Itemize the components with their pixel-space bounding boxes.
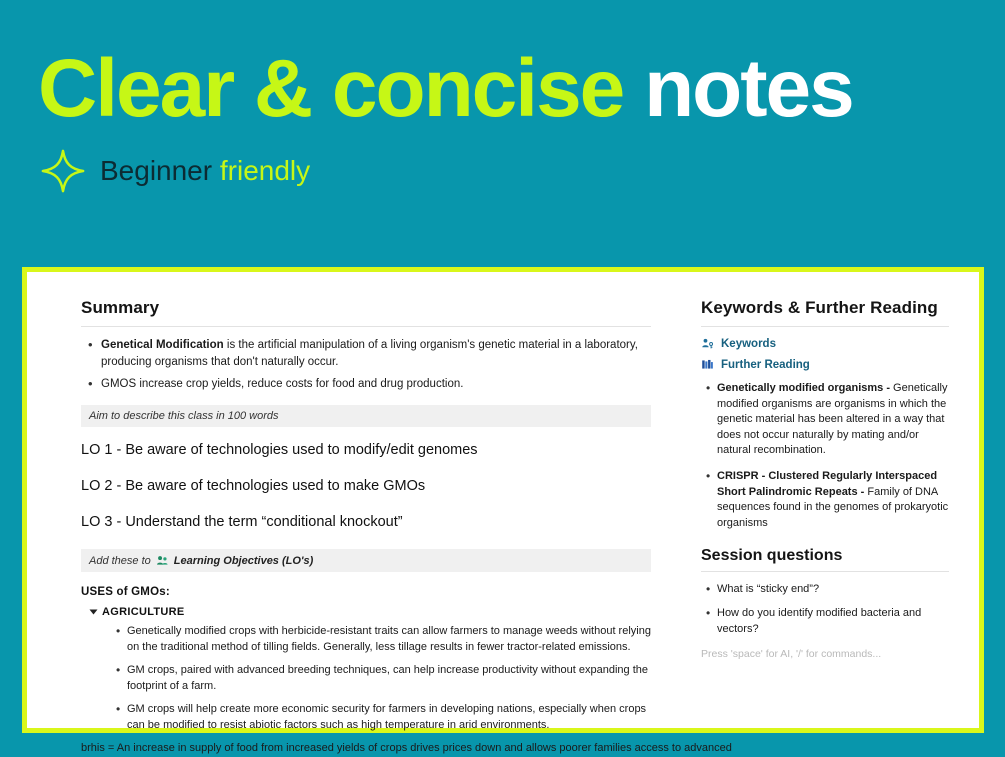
divider	[701, 571, 949, 572]
divider	[81, 326, 651, 327]
further-reading-label: Further Reading	[721, 358, 810, 371]
add-to-lo-callout[interactable]	[81, 549, 651, 572]
note-right-column	[677, 272, 979, 728]
keywords-heading: Keywords & Further Reading	[701, 298, 938, 317]
people-tag-icon	[156, 554, 169, 567]
page-title-plain: notes	[623, 43, 853, 134]
further-reading-list	[701, 381, 949, 531]
hero-section	[0, 0, 1005, 265]
page-title	[38, 43, 853, 134]
summary-term: Genetical Modification	[101, 339, 224, 351]
page-title-accent: Clear & concise	[38, 43, 624, 134]
reading-text: Family of DNA sequences found in the genomes of prokaryotic organisms	[717, 485, 949, 529]
summary-text: is the artificial manipulation of a living organism's genetic material in a laboratory, producing organisms that don't naturally occur.	[101, 339, 638, 368]
hero-subtitle-accent: friendly	[219, 155, 311, 186]
keywords-label: Keywords	[721, 337, 776, 350]
editor-hint: Press 'space' for AI, '/' for commands...	[701, 648, 882, 661]
hero-subtitle	[40, 148, 310, 194]
list-item	[717, 469, 949, 531]
toggle-label: AGRICULTURE	[102, 606, 185, 619]
list-item	[99, 376, 651, 393]
learning-objective-1: LO 1 - Be aware of technologies used to modify/edit genomes	[81, 442, 478, 459]
uses-list	[109, 624, 651, 734]
list-item: • GM crops will help create more economic security for farmers in developing nations, especially when crops can be modified to resist abiotic factors such as high temperature in arid environments.	[127, 702, 651, 734]
further-reading-row[interactable]	[701, 358, 949, 371]
reading-term: CRISPR - Clustered Regularly Interspaced Short Palindromic Repeats -	[717, 470, 938, 498]
sparkle-icon	[40, 148, 86, 194]
summary-heading: Summary	[81, 298, 160, 317]
hero-subtitle-text	[100, 157, 310, 185]
list-item: • What is “sticky end”?	[717, 582, 949, 598]
books-icon	[701, 358, 714, 371]
callout-tag: Learning Objectives (LO's)	[173, 554, 314, 567]
list-item	[717, 381, 949, 459]
list-item	[99, 337, 651, 370]
clipped-line: brhis = An increase in supply of food from increased yields of crops drives prices down and allows poorer families access to advanced	[81, 742, 732, 755]
triangle-expanded-icon[interactable]	[90, 610, 98, 615]
list-item: • GM crops, paired with advanced breeding techniques, can help increase productivity without expanding the footprint of a farm.	[127, 663, 651, 695]
callout-prefix: Add these to	[89, 554, 151, 567]
hero-subtitle-dark: Beginner	[100, 155, 220, 186]
divider	[701, 326, 949, 327]
note-card[interactable]	[27, 272, 979, 755]
summary-list	[81, 337, 651, 393]
aim-callout[interactable]: Aim to describe this class in 100 words	[81, 405, 651, 427]
note-left-column	[27, 272, 732, 755]
list-item: • Genetically modified crops with herbicide-resistant traits can allow farmers to manage weeds without relying on the traditional method of tilling fields. Generally, less tillage results in fewer tractor-related emissions.	[127, 624, 651, 656]
keywords-row[interactable]	[701, 337, 949, 350]
reading-text: Genetically modified organisms are organisms in which the genetic material has been altered in a way that does not occur naturally by mating and/or natural recombination.	[717, 382, 948, 457]
person-key-icon	[701, 337, 714, 350]
note-card-frame	[22, 267, 984, 755]
list-item: • How do you identify modified bacteria and vectors?	[717, 606, 949, 638]
summary-text: GMOS increase crop yields, reduce costs for food and drug production.	[101, 378, 464, 391]
learning-objective-2: LO 2 - Be aware of technologies used to make GMOs	[81, 478, 426, 495]
reading-term: Genetically modified organisms -	[717, 382, 890, 394]
uses-heading: USES of GMOs:	[81, 586, 170, 599]
learning-objective-3: LO 3 - Understand the term “conditional knockout”	[81, 514, 403, 531]
session-questions-list	[701, 582, 949, 638]
session-questions-heading: Session questions	[701, 547, 843, 565]
agriculture-toggle[interactable]	[91, 606, 651, 618]
